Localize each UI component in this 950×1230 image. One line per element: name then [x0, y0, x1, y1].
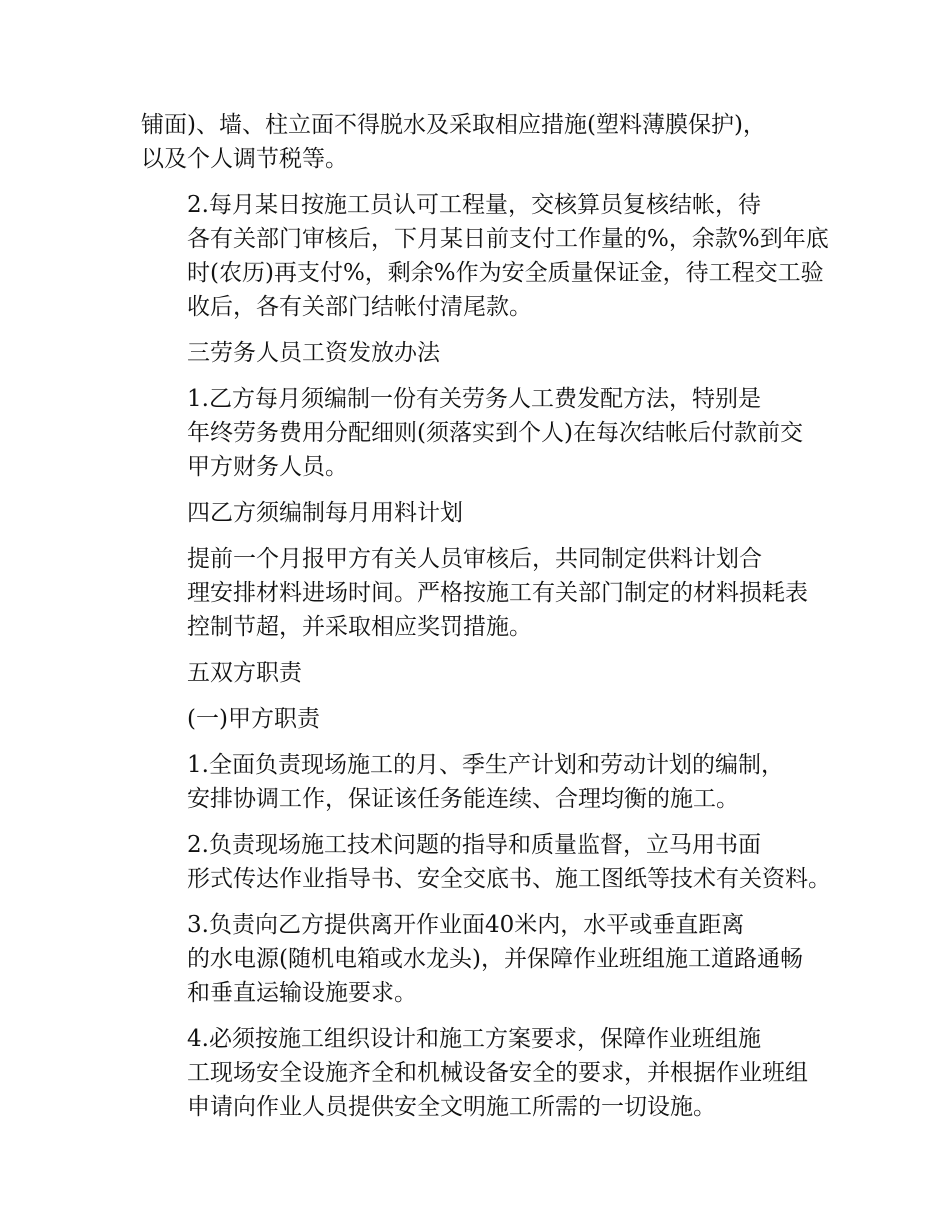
text-line: 3.负责向乙方提供离开作业面40米内，水平或垂直距离	[187, 912, 745, 938]
text-line: 以及个人调节税等。	[141, 146, 348, 172]
text-line: 2.每月某日按施工员认可工程量，交核算员复核结帐，待	[187, 192, 761, 218]
text-line: 铺面)、墙、柱立面不得脱水及采取相应措施(塑料薄膜保护)，	[141, 112, 766, 138]
text-line: 四乙方须编制每月用料计划	[187, 500, 463, 526]
text-line: 1.乙方每月须编制一份有关劳务人工费发配方法，特别是	[187, 386, 761, 412]
text-line: 2.负责现场施工技术问题的指导和质量监督，立马用书面	[187, 832, 761, 858]
text-line: 的水电源(随机电箱或水龙头)，并保障作业班组施工道路通畅	[187, 946, 803, 972]
text-line: 各有关部门审核后，下月某日前支付工作量的%，余款%到年底	[187, 226, 829, 252]
paragraph	[141, 496, 813, 530]
text-line: 形式传达作业指导书、安全交底书、施工图纸等技术有关资料。	[187, 866, 831, 892]
text-line: 理安排材料进场时间。严格按施工有关部门制定的材料损耗表	[187, 580, 808, 606]
text-line: 控制节超，并采取相应奖罚措施。	[187, 614, 532, 640]
text-line: 和垂直运输设施要求。	[187, 980, 417, 1006]
text-line: 工现场安全设施齐全和机械设备安全的要求，并根据作业班组	[187, 1060, 808, 1086]
text-line: 年终劳务费用分配细则(须落实到个人)在每次结帐后付款前交	[187, 420, 803, 446]
text-line: 收后，各有关部门结帐付清尾款。	[187, 294, 532, 320]
paragraph	[141, 188, 829, 324]
paragraph	[141, 1022, 813, 1124]
text-line: 时(农历)再支付%，剩余%作为安全质量保证金，待工程交工验	[187, 260, 824, 286]
paragraph	[141, 108, 813, 176]
paragraph	[141, 702, 813, 736]
paragraph	[141, 656, 813, 690]
text-line: 甲方财务人员。	[187, 454, 348, 480]
text-line: 1.全面负责现场施工的月、季生产计划和劳动计划的编制，	[187, 752, 784, 778]
document-body	[141, 108, 831, 1136]
text-line: (一)甲方职责	[187, 706, 320, 732]
text-line: 申请向作业人员提供安全文明施工所需的一切设施。	[187, 1094, 716, 1120]
paragraph	[141, 382, 813, 484]
text-line: 4.必须按施工组织设计和施工方案要求，保障作业班组施	[187, 1026, 761, 1052]
paragraph	[141, 542, 813, 644]
text-line: 五双方职责	[187, 660, 302, 686]
text-line: 安排协调工作，保证该任务能连续、合理均衡的施工。	[187, 786, 739, 812]
paragraph	[141, 828, 831, 896]
paragraph	[141, 908, 813, 1010]
text-line: 三劳务人员工资发放办法	[187, 340, 440, 366]
paragraph	[141, 336, 813, 370]
text-line: 提前一个月报甲方有关人员审核后，共同制定供料计划合	[187, 546, 762, 572]
paragraph	[141, 748, 813, 816]
